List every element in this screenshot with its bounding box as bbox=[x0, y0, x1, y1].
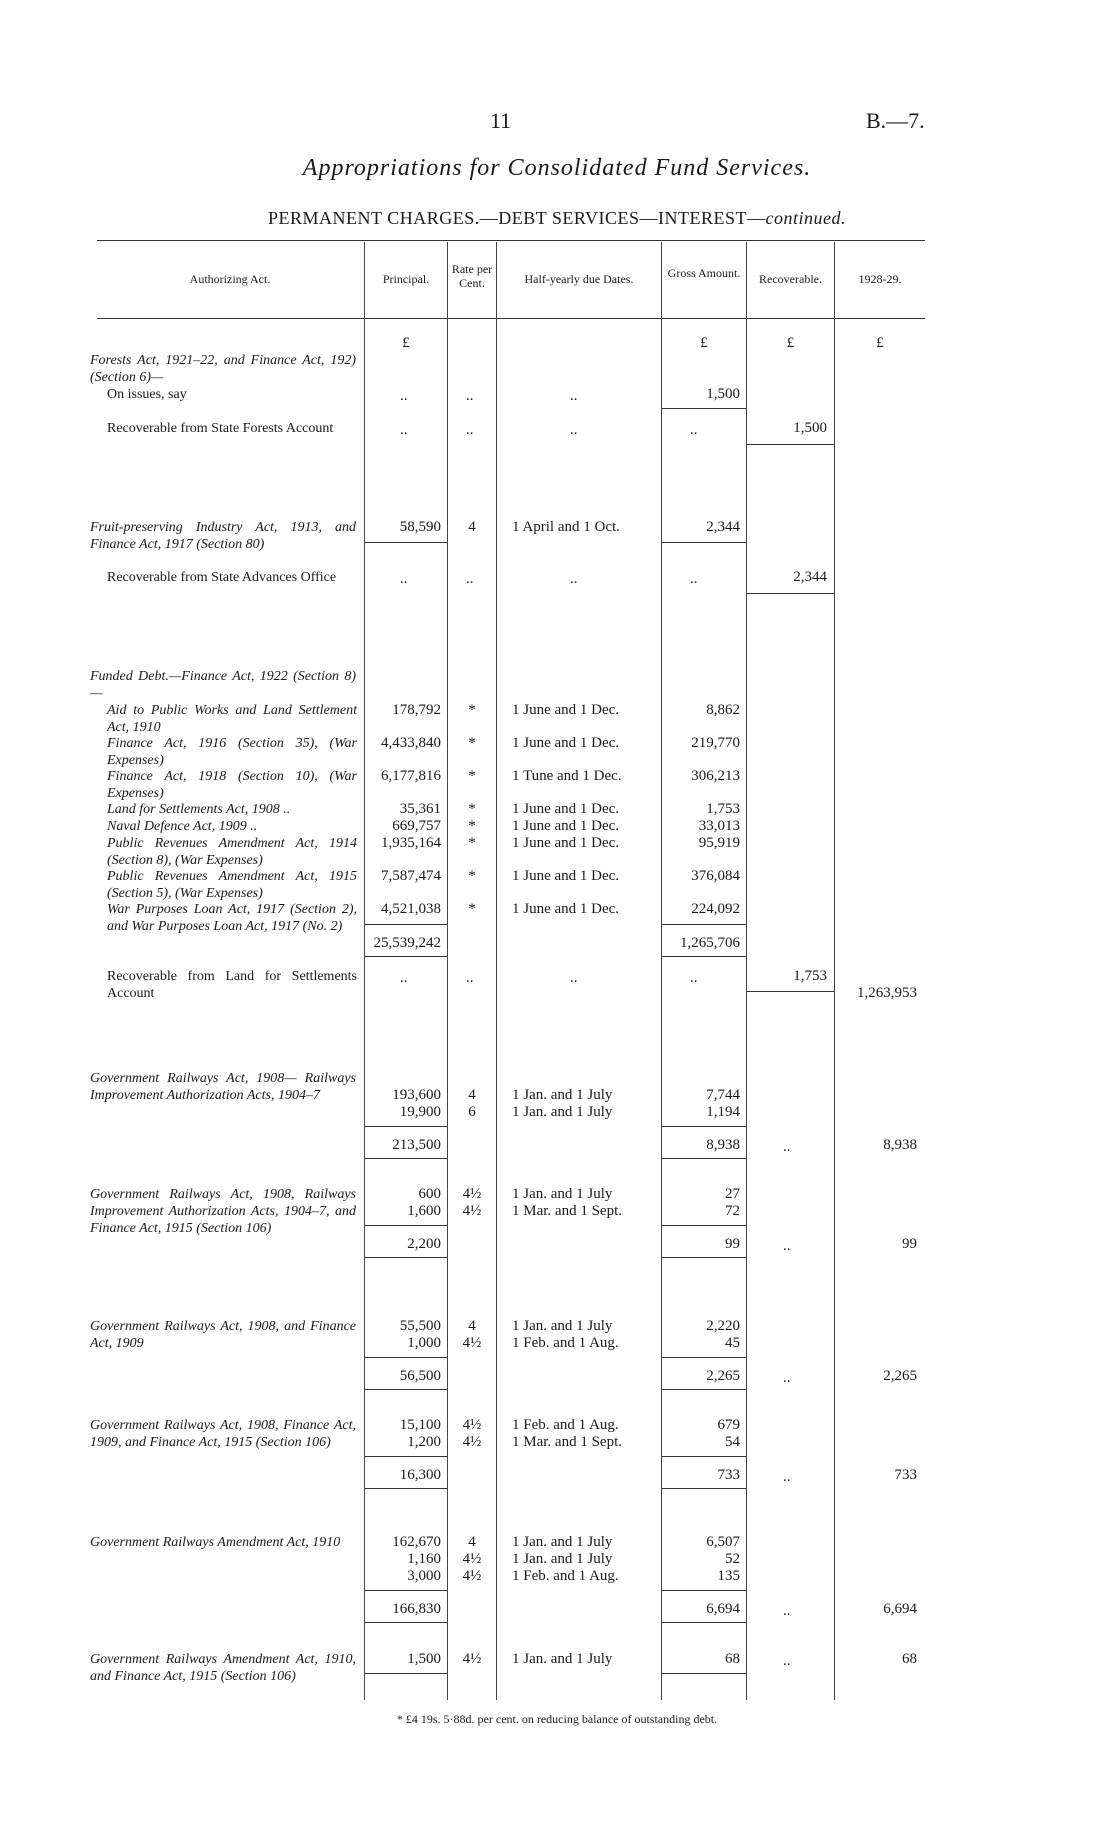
principal: 1,160 bbox=[407, 1551, 441, 1567]
rate: * bbox=[468, 868, 476, 884]
unit-label: £ bbox=[786, 335, 795, 351]
due-dates: 1 June and 1 Dec. bbox=[512, 835, 620, 851]
rule bbox=[662, 1158, 746, 1159]
gross-amount: 1,194 bbox=[706, 1104, 740, 1120]
principal: 7,587,474 bbox=[381, 868, 441, 884]
dots: .. bbox=[466, 970, 474, 986]
rule bbox=[365, 1357, 447, 1358]
gross-amount: 135 bbox=[717, 1568, 740, 1584]
gross-amount: 27 bbox=[725, 1186, 740, 1202]
recoverable-amount: 2,344 bbox=[793, 569, 827, 585]
rule bbox=[365, 1622, 447, 1623]
principal: 15,100 bbox=[399, 1417, 441, 1433]
rule bbox=[662, 924, 746, 925]
year-amount: 99 bbox=[902, 1236, 917, 1252]
gross-amount: 306,213 bbox=[691, 768, 740, 784]
principal: 1,000 bbox=[407, 1335, 441, 1351]
principal: 1,600 bbox=[407, 1203, 441, 1219]
principal: 162,670 bbox=[392, 1534, 441, 1550]
dots: .. bbox=[400, 422, 408, 438]
principal: 3,000 bbox=[407, 1568, 441, 1584]
rate: 6 bbox=[468, 1104, 476, 1120]
column-header-dates: Half-yearly due Dates. bbox=[524, 272, 634, 286]
rate: * bbox=[468, 768, 476, 784]
dots: .. bbox=[783, 1469, 791, 1485]
rule bbox=[365, 1488, 447, 1489]
principal: 58,590 bbox=[399, 519, 441, 535]
principal: 669,757 bbox=[392, 818, 441, 834]
gross-amount: 7,744 bbox=[706, 1087, 740, 1103]
gross-amount: 1,753 bbox=[706, 801, 740, 817]
rule bbox=[662, 1590, 746, 1591]
rate: 4½ bbox=[462, 1203, 482, 1219]
rate: * bbox=[468, 901, 476, 917]
act-railways-6: Government Railways Amendment Act, 1910, and Finance Act, 1915 (Section 106) bbox=[90, 1652, 356, 1684]
principal: 4,433,840 bbox=[381, 735, 441, 751]
rule bbox=[662, 1225, 746, 1226]
line-label: On issues, say bbox=[107, 387, 187, 402]
rule bbox=[365, 1456, 447, 1457]
gross-amount: 2,220 bbox=[706, 1318, 740, 1334]
act-row: Public Revenues Amendment Act, 1915 (Section 5), (War Expenses) bbox=[107, 869, 357, 901]
year-amount: 733 bbox=[894, 1467, 917, 1483]
act-forests: Forests Act, 1921–22, and Finance Act, 192) (Section 6)— bbox=[90, 353, 356, 385]
act-row: Land for Settlements Act, 1908 .. bbox=[107, 802, 291, 817]
act-railways-4: Government Railways Act, 1908, Finance Act, 1909, and Finance Act, 1915 (Section 106) bbox=[90, 1418, 356, 1450]
rule bbox=[365, 1389, 447, 1390]
rate: 4½ bbox=[462, 1551, 482, 1567]
principal: 178,792 bbox=[392, 702, 441, 718]
dots: .. bbox=[783, 1139, 791, 1155]
due-dates: 1 Jan. and 1 July bbox=[512, 1104, 613, 1120]
total-principal: 25,539,242 bbox=[373, 935, 441, 951]
table-title: PERMANENT CHARGES.—DEBT SERVICES—INTEREST—continued. bbox=[268, 208, 846, 228]
rate: * bbox=[468, 818, 476, 834]
dots: .. bbox=[466, 571, 474, 587]
act-funded-debt: Funded Debt.—Finance Act, 1922 (Section 8)— bbox=[90, 669, 356, 701]
due-dates: 1 Feb. and 1 Aug. bbox=[512, 1417, 619, 1433]
rule bbox=[365, 1673, 447, 1674]
total-principal: 56,500 bbox=[399, 1368, 441, 1384]
column-header-recoverable: Recoverable. bbox=[759, 272, 822, 286]
act-row: Naval Defence Act, 1909 .. bbox=[107, 819, 258, 834]
total-gross: 8,938 bbox=[706, 1137, 740, 1153]
due-dates: 1 Feb. and 1 Aug. bbox=[512, 1335, 619, 1351]
rate: * bbox=[468, 735, 476, 751]
rule bbox=[747, 444, 834, 445]
rule bbox=[662, 1126, 746, 1127]
due-dates: 1 Jan. and 1 July bbox=[512, 1651, 613, 1667]
total-principal: 166,830 bbox=[392, 1601, 441, 1617]
gross-amount: 45 bbox=[725, 1335, 740, 1351]
dots: .. bbox=[400, 970, 408, 986]
table-top-rule bbox=[97, 240, 925, 241]
dots: .. bbox=[783, 1603, 791, 1619]
act-railways-2: Government Railways Act, 1908, Railways Improvement Authorization Acts, 1904–7, and Finance Act, 1915 (Section 106) bbox=[90, 1187, 356, 1236]
year-amount: 68 bbox=[902, 1651, 917, 1667]
principal: 6,177,816 bbox=[381, 768, 441, 784]
dots: .. bbox=[783, 1653, 791, 1669]
rule bbox=[747, 593, 834, 594]
principal: 1,500 bbox=[407, 1651, 441, 1667]
due-dates: 1 April and 1 Oct. bbox=[512, 519, 620, 535]
rule bbox=[365, 1590, 447, 1591]
total-gross: 733 bbox=[717, 1467, 740, 1483]
gross-amount: 376,084 bbox=[691, 868, 740, 884]
gross-amount: 95,919 bbox=[698, 835, 740, 851]
due-dates: 1 June and 1 Dec. bbox=[512, 735, 620, 751]
rate: 4½ bbox=[462, 1186, 482, 1202]
page-heading: Appropriations for Consolidated Fund Services. bbox=[302, 155, 812, 181]
act-row: Aid to Public Works and Land Settlement Act, 1910 bbox=[107, 703, 357, 735]
column-header-act: Authorizing Act. bbox=[189, 272, 271, 286]
rate: 4 bbox=[468, 1087, 476, 1103]
gross-amount: 8,862 bbox=[706, 702, 740, 718]
year-amount: 6,694 bbox=[883, 1601, 917, 1617]
due-dates: 1 June and 1 Dec. bbox=[512, 901, 620, 917]
rule bbox=[365, 956, 447, 957]
year-amount: 1,263,953 bbox=[857, 985, 917, 1001]
rate: 4 bbox=[468, 1534, 476, 1550]
act-fruit-preserving: Fruit-preserving Industry Act, 1913, and Finance Act, 1917 (Section 80) bbox=[90, 520, 356, 552]
rate: 4½ bbox=[462, 1651, 482, 1667]
rate: 4 bbox=[468, 519, 476, 535]
column-header-rate: Rate per Cent. bbox=[451, 262, 493, 290]
dots: .. bbox=[466, 388, 474, 404]
rate: 4½ bbox=[462, 1568, 482, 1584]
unit-label: £ bbox=[876, 335, 884, 351]
column-divider bbox=[496, 242, 497, 1700]
rate: 4½ bbox=[462, 1335, 482, 1351]
total-gross: 2,265 bbox=[706, 1368, 740, 1384]
due-dates: 1 June and 1 Dec. bbox=[512, 818, 620, 834]
rule bbox=[662, 1257, 746, 1258]
recoverable-amount: 1,500 bbox=[793, 420, 827, 436]
rule bbox=[365, 1225, 447, 1226]
rate: * bbox=[468, 801, 476, 817]
dots: .. bbox=[466, 422, 474, 438]
due-dates: 1 June and 1 Dec. bbox=[512, 702, 620, 718]
act-railways-5: Government Railways Amendment Act, 1910 bbox=[90, 1535, 341, 1550]
rate: * bbox=[468, 835, 476, 851]
rate: 4½ bbox=[462, 1417, 482, 1433]
rule bbox=[365, 1126, 447, 1127]
due-dates: 1 Jan. and 1 July bbox=[512, 1534, 613, 1550]
due-dates: 1 Mar. and 1 Sept. bbox=[512, 1203, 622, 1219]
gross-amount: 224,092 bbox=[691, 901, 740, 917]
unit-label: £ bbox=[402, 335, 410, 351]
due-dates: 1 Tune and 1 Dec. bbox=[512, 768, 622, 784]
principal: 55,500 bbox=[399, 1318, 441, 1334]
gross-amount: 2,344 bbox=[706, 519, 740, 535]
gross-amount: 33,013 bbox=[698, 818, 740, 834]
principal: 1,200 bbox=[407, 1434, 441, 1450]
column-header-gross: Gross Amount. bbox=[667, 266, 741, 280]
act-railways-1: Government Railways Act, 1908— Railways Improvement Authorization Acts, 1904–7 bbox=[90, 1071, 356, 1103]
rule bbox=[365, 542, 447, 543]
page-number: 11 bbox=[490, 108, 512, 133]
year-amount: 8,938 bbox=[883, 1137, 917, 1153]
column-header-year: 1928-29. bbox=[858, 272, 902, 286]
gross-amount: 54 bbox=[725, 1434, 740, 1450]
rule bbox=[747, 991, 834, 992]
due-dates: 1 Jan. and 1 July bbox=[512, 1318, 613, 1334]
rule bbox=[662, 1488, 746, 1489]
dots: .. bbox=[783, 1238, 791, 1254]
due-dates: 1 June and 1 Dec. bbox=[512, 868, 620, 884]
recoverable-label: Recoverable from State Advances Office bbox=[107, 570, 337, 585]
total-principal: 213,500 bbox=[392, 1137, 441, 1153]
rule bbox=[662, 542, 746, 543]
act-row: Finance Act, 1916 (Section 35), (War Expenses) bbox=[107, 736, 357, 768]
year-amount: 2,265 bbox=[883, 1368, 917, 1384]
column-divider bbox=[447, 242, 448, 1700]
dots: .. bbox=[570, 388, 578, 404]
total-gross: 1,265,706 bbox=[680, 935, 740, 951]
rule bbox=[662, 1389, 746, 1390]
rule bbox=[662, 408, 746, 409]
gross-amount: 219,770 bbox=[691, 735, 740, 751]
gross-amount: 68 bbox=[725, 1651, 740, 1667]
due-dates: 1 Jan. and 1 July bbox=[512, 1551, 613, 1567]
rate: 4 bbox=[468, 1318, 476, 1334]
rule bbox=[662, 1456, 746, 1457]
table-header-rule bbox=[97, 318, 925, 319]
dots: .. bbox=[400, 388, 408, 404]
principal: 35,361 bbox=[399, 801, 441, 817]
dots: .. bbox=[570, 422, 578, 438]
rule bbox=[662, 1622, 746, 1623]
total-gross: 99 bbox=[725, 1236, 740, 1252]
total-principal: 2,200 bbox=[407, 1236, 441, 1252]
gross-amount: 679 bbox=[717, 1417, 740, 1433]
principal: 193,600 bbox=[392, 1087, 441, 1103]
due-dates: 1 June and 1 Dec. bbox=[512, 801, 620, 817]
total-gross: 6,694 bbox=[706, 1601, 740, 1617]
footnote: * £4 19s. 5·88d. per cent. on reducing balance of outstanding debt. bbox=[396, 1712, 718, 1726]
document-reference: B.—7. bbox=[866, 108, 925, 133]
principal: 1,935,164 bbox=[381, 835, 441, 851]
dots: .. bbox=[690, 571, 698, 587]
rule bbox=[365, 1158, 447, 1159]
recoverable-amount: 1,753 bbox=[793, 968, 827, 984]
gross-amount: 52 bbox=[725, 1551, 740, 1567]
column-header-principal: Principal. bbox=[382, 272, 430, 286]
recoverable-label: Recoverable from Land for Settlements Account bbox=[107, 969, 357, 1001]
principal: 600 bbox=[418, 1186, 441, 1202]
rate: * bbox=[468, 702, 476, 718]
recoverable-label: Recoverable from State Forests Account bbox=[107, 421, 334, 436]
dots: .. bbox=[690, 970, 698, 986]
rule bbox=[365, 924, 447, 925]
dots: .. bbox=[690, 422, 698, 438]
gross-amount: 1,500 bbox=[706, 386, 740, 402]
due-dates: 1 Jan. and 1 July bbox=[512, 1186, 613, 1202]
rule bbox=[662, 1673, 746, 1674]
due-dates: 1 Feb. and 1 Aug. bbox=[512, 1568, 619, 1584]
rule bbox=[365, 1257, 447, 1258]
rate: 4½ bbox=[462, 1434, 482, 1450]
act-row: War Purposes Loan Act, 1917 (Section 2), and War Purposes Loan Act, 1917 (No. 2) bbox=[107, 902, 357, 934]
gross-amount: 72 bbox=[725, 1203, 740, 1219]
dots: .. bbox=[570, 970, 578, 986]
dots: .. bbox=[400, 571, 408, 587]
rule bbox=[662, 956, 746, 957]
dots: .. bbox=[783, 1370, 791, 1386]
act-railways-3: Government Railways Act, 1908, and Finance Act, 1909 bbox=[90, 1319, 356, 1351]
act-row: Finance Act, 1918 (Section 10), (War Expenses) bbox=[107, 769, 357, 801]
due-dates: 1 Jan. and 1 July bbox=[512, 1087, 613, 1103]
dots: .. bbox=[570, 571, 578, 587]
rule bbox=[662, 1357, 746, 1358]
unit-label: £ bbox=[700, 335, 708, 351]
gross-amount: 6,507 bbox=[706, 1534, 740, 1550]
act-row: Public Revenues Amendment Act, 1914 (Section 8), (War Expenses) bbox=[107, 836, 357, 868]
principal: 19,900 bbox=[399, 1104, 441, 1120]
principal: 4,521,038 bbox=[381, 901, 441, 917]
total-principal: 16,300 bbox=[399, 1467, 441, 1483]
due-dates: 1 Mar. and 1 Sept. bbox=[512, 1434, 622, 1450]
